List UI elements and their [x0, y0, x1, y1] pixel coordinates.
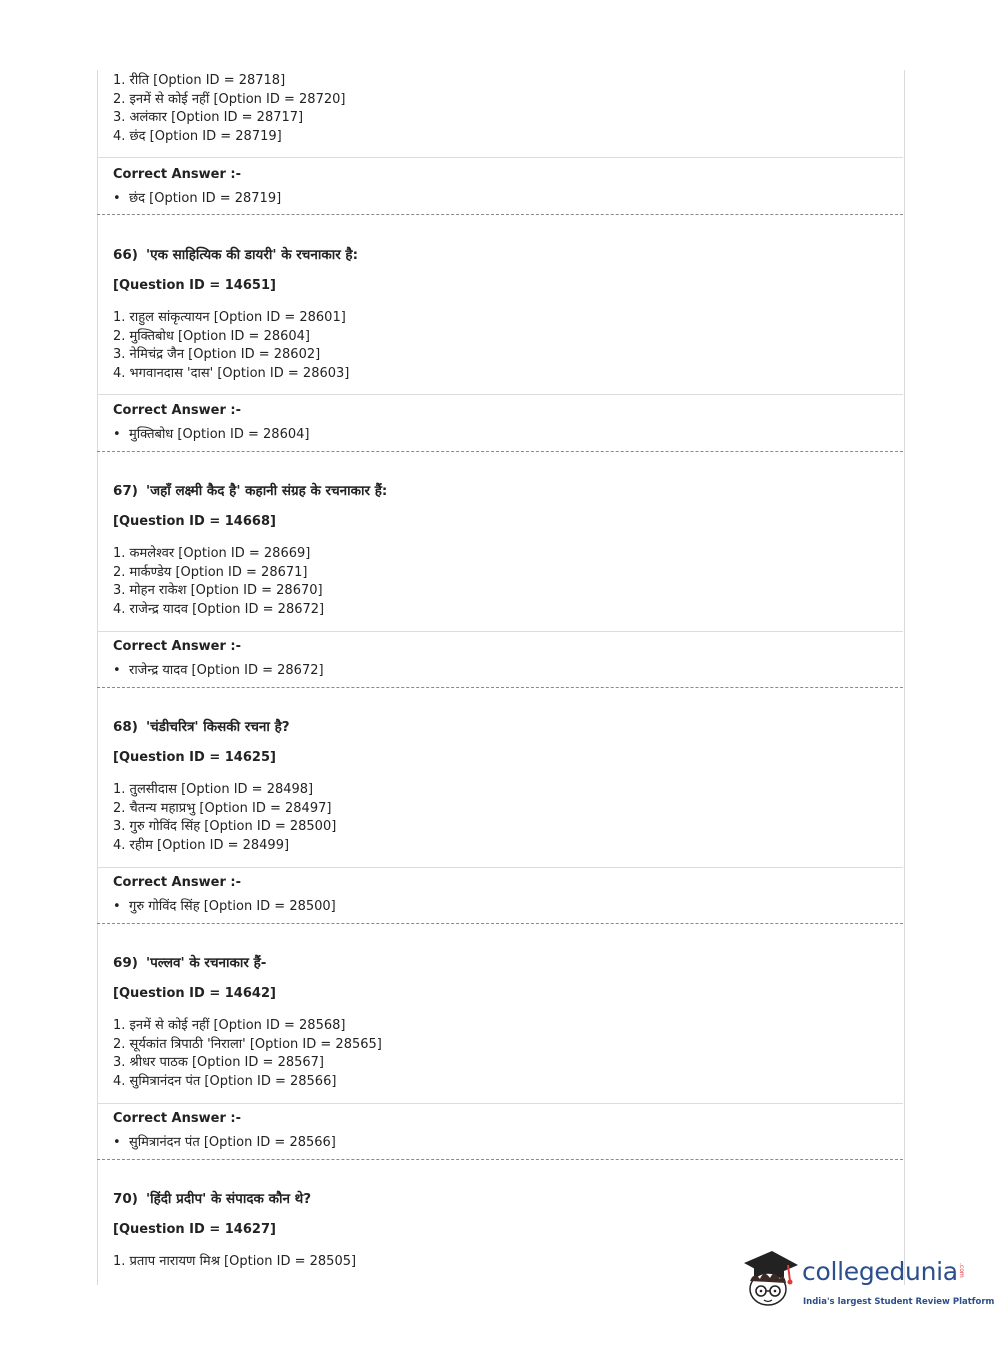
option-item: 1. प्रताप नारायण मिश्र [Option ID = 28505]: [113, 1254, 357, 1269]
option-item: 2. इनमें से कोई नहीं [Option ID = 28720]: [113, 91, 346, 107]
divider: [97, 394, 903, 395]
question-divider: [97, 214, 903, 215]
question-id: [Question ID = 14668]: [113, 514, 276, 529]
question-title: [113, 1189, 311, 1207]
logo-wordmark: collegedunia: [802, 1257, 958, 1286]
option-item: 3. श्रीधर पाठक [Option ID = 28567]: [113, 1055, 324, 1071]
correct-answer: • छंद [Option ID = 28719]: [113, 191, 282, 206]
correct-answer-label: Correct Answer :-: [113, 875, 241, 890]
correct-answer-label: Correct Answer :-: [113, 1111, 241, 1126]
correct-answer-label: Correct Answer :-: [113, 639, 241, 654]
option-item: 3. गुरु गोविंद सिंह [Option ID = 28500]: [113, 819, 337, 835]
divider: [97, 157, 903, 158]
divider: [97, 631, 903, 632]
question-divider: [97, 1159, 903, 1160]
question-options: [97, 781, 903, 855]
correct-answer-text: छंद [Option ID = 28719]: [129, 191, 282, 206]
question-text: 'पल्लव' के रचनाकार हैं-: [145, 955, 267, 971]
option-item: 1. तुलसीदास [Option ID = 28498]: [113, 782, 314, 797]
question-number: 66): [113, 247, 138, 263]
question-text: 'एक साहित्यिक की डायरी' के रचनाकार है:: [145, 247, 359, 263]
question-title: [113, 717, 290, 735]
question-id: [Question ID = 14627]: [113, 1222, 276, 1237]
correct-answer: • राजेन्द्र यादव [Option ID = 28672]: [113, 663, 324, 678]
option-item: 4. रहीम [Option ID = 28499]: [113, 837, 290, 853]
question-number: 70): [113, 1191, 138, 1207]
option-item: 2. मुक्तिबोध [Option ID = 28604]: [113, 328, 310, 344]
question-divider: [97, 451, 903, 452]
option-item: 3. मोहन राकेश [Option ID = 28670]: [113, 583, 323, 599]
correct-answer-label: Correct Answer :-: [113, 167, 241, 182]
option-item: 1. कमलेश्वर [Option ID = 28669]: [113, 546, 311, 561]
question-title: [113, 481, 387, 499]
question-number: 69): [113, 955, 138, 971]
correct-answer: • मुक्तिबोध [Option ID = 28604]: [113, 427, 310, 442]
question-number: 67): [113, 483, 138, 499]
option-item: 4. छंद [Option ID = 28719]: [113, 128, 282, 144]
option-item: 2. मार्कण्डेय [Option ID = 28671]: [113, 564, 308, 580]
question-title: [113, 245, 358, 263]
correct-answer: • गुरु गोविंद सिंह [Option ID = 28500]: [113, 899, 336, 914]
option-item: 3. अलंकार [Option ID = 28717]: [113, 110, 304, 126]
correct-answer-text: मुक्तिबोध [Option ID = 28604]: [129, 427, 310, 442]
question-options: [97, 309, 903, 383]
collegedunia-logo[interactable]: [740, 1245, 995, 1310]
question-id: [Question ID = 14642]: [113, 986, 276, 1001]
option-item: 2. सूर्यकांत त्रिपाठी 'निराला' [Option ID = 28565]: [113, 1036, 382, 1052]
divider: [97, 867, 903, 868]
correct-answer: • सुमित्रानंदन पंत [Option ID = 28566]: [113, 1135, 336, 1150]
question-number: 68): [113, 719, 138, 735]
question-title: [113, 953, 266, 971]
correct-answer-text: सुमित्रानंदन पंत [Option ID = 28566]: [129, 1135, 336, 1150]
question-options: [97, 1017, 903, 1091]
graduate-mascot-icon: [740, 1245, 800, 1307]
divider: [97, 1103, 903, 1104]
option-item: 1. रीति [Option ID = 28718]: [113, 73, 286, 88]
question-divider: [97, 923, 903, 924]
option-item: 2. चैतन्य महाप्रभु [Option ID = 28497]: [113, 800, 332, 816]
logo-tagline: India's largest Student Review Platform: [803, 1297, 995, 1307]
option-item: 1. राहुल सांकृत्यायन [Option ID = 28601]: [113, 310, 346, 325]
question-text: 'हिंदी प्रदीप' के संपादक कौन थे?: [145, 1191, 312, 1207]
question-id: [Question ID = 14651]: [113, 278, 276, 293]
correct-answer-text: गुरु गोविंद सिंह [Option ID = 28500]: [129, 899, 336, 914]
correct-answer-text: राजेन्द्र यादव [Option ID = 28672]: [129, 663, 324, 678]
option-item: 4. राजेन्द्र यादव [Option ID = 28672]: [113, 601, 325, 617]
logo-domain: .com: [958, 1263, 965, 1278]
question-text: 'जहाँ लक्ष्मी कैद है' कहानी संग्रह के रचनाकार हैं:: [145, 483, 388, 499]
option-item: 3. नेमिचंद्र जैन [Option ID = 28602]: [113, 347, 321, 363]
question-text: 'चंडीचरित्र' किसकी रचना है?: [145, 719, 290, 735]
previous-question-options: [97, 72, 903, 146]
question-options: [97, 545, 903, 619]
option-item: 4. सुमित्रानंदन पंत [Option ID = 28566]: [113, 1073, 337, 1089]
question-id: [Question ID = 14625]: [113, 750, 276, 765]
option-item: 4. भगवानदास 'दास' [Option ID = 28603]: [113, 365, 350, 381]
question-divider: [97, 687, 903, 688]
correct-answer-label: Correct Answer :-: [113, 403, 241, 418]
option-item: 1. इनमें से कोई नहीं [Option ID = 28568]: [113, 1018, 346, 1033]
